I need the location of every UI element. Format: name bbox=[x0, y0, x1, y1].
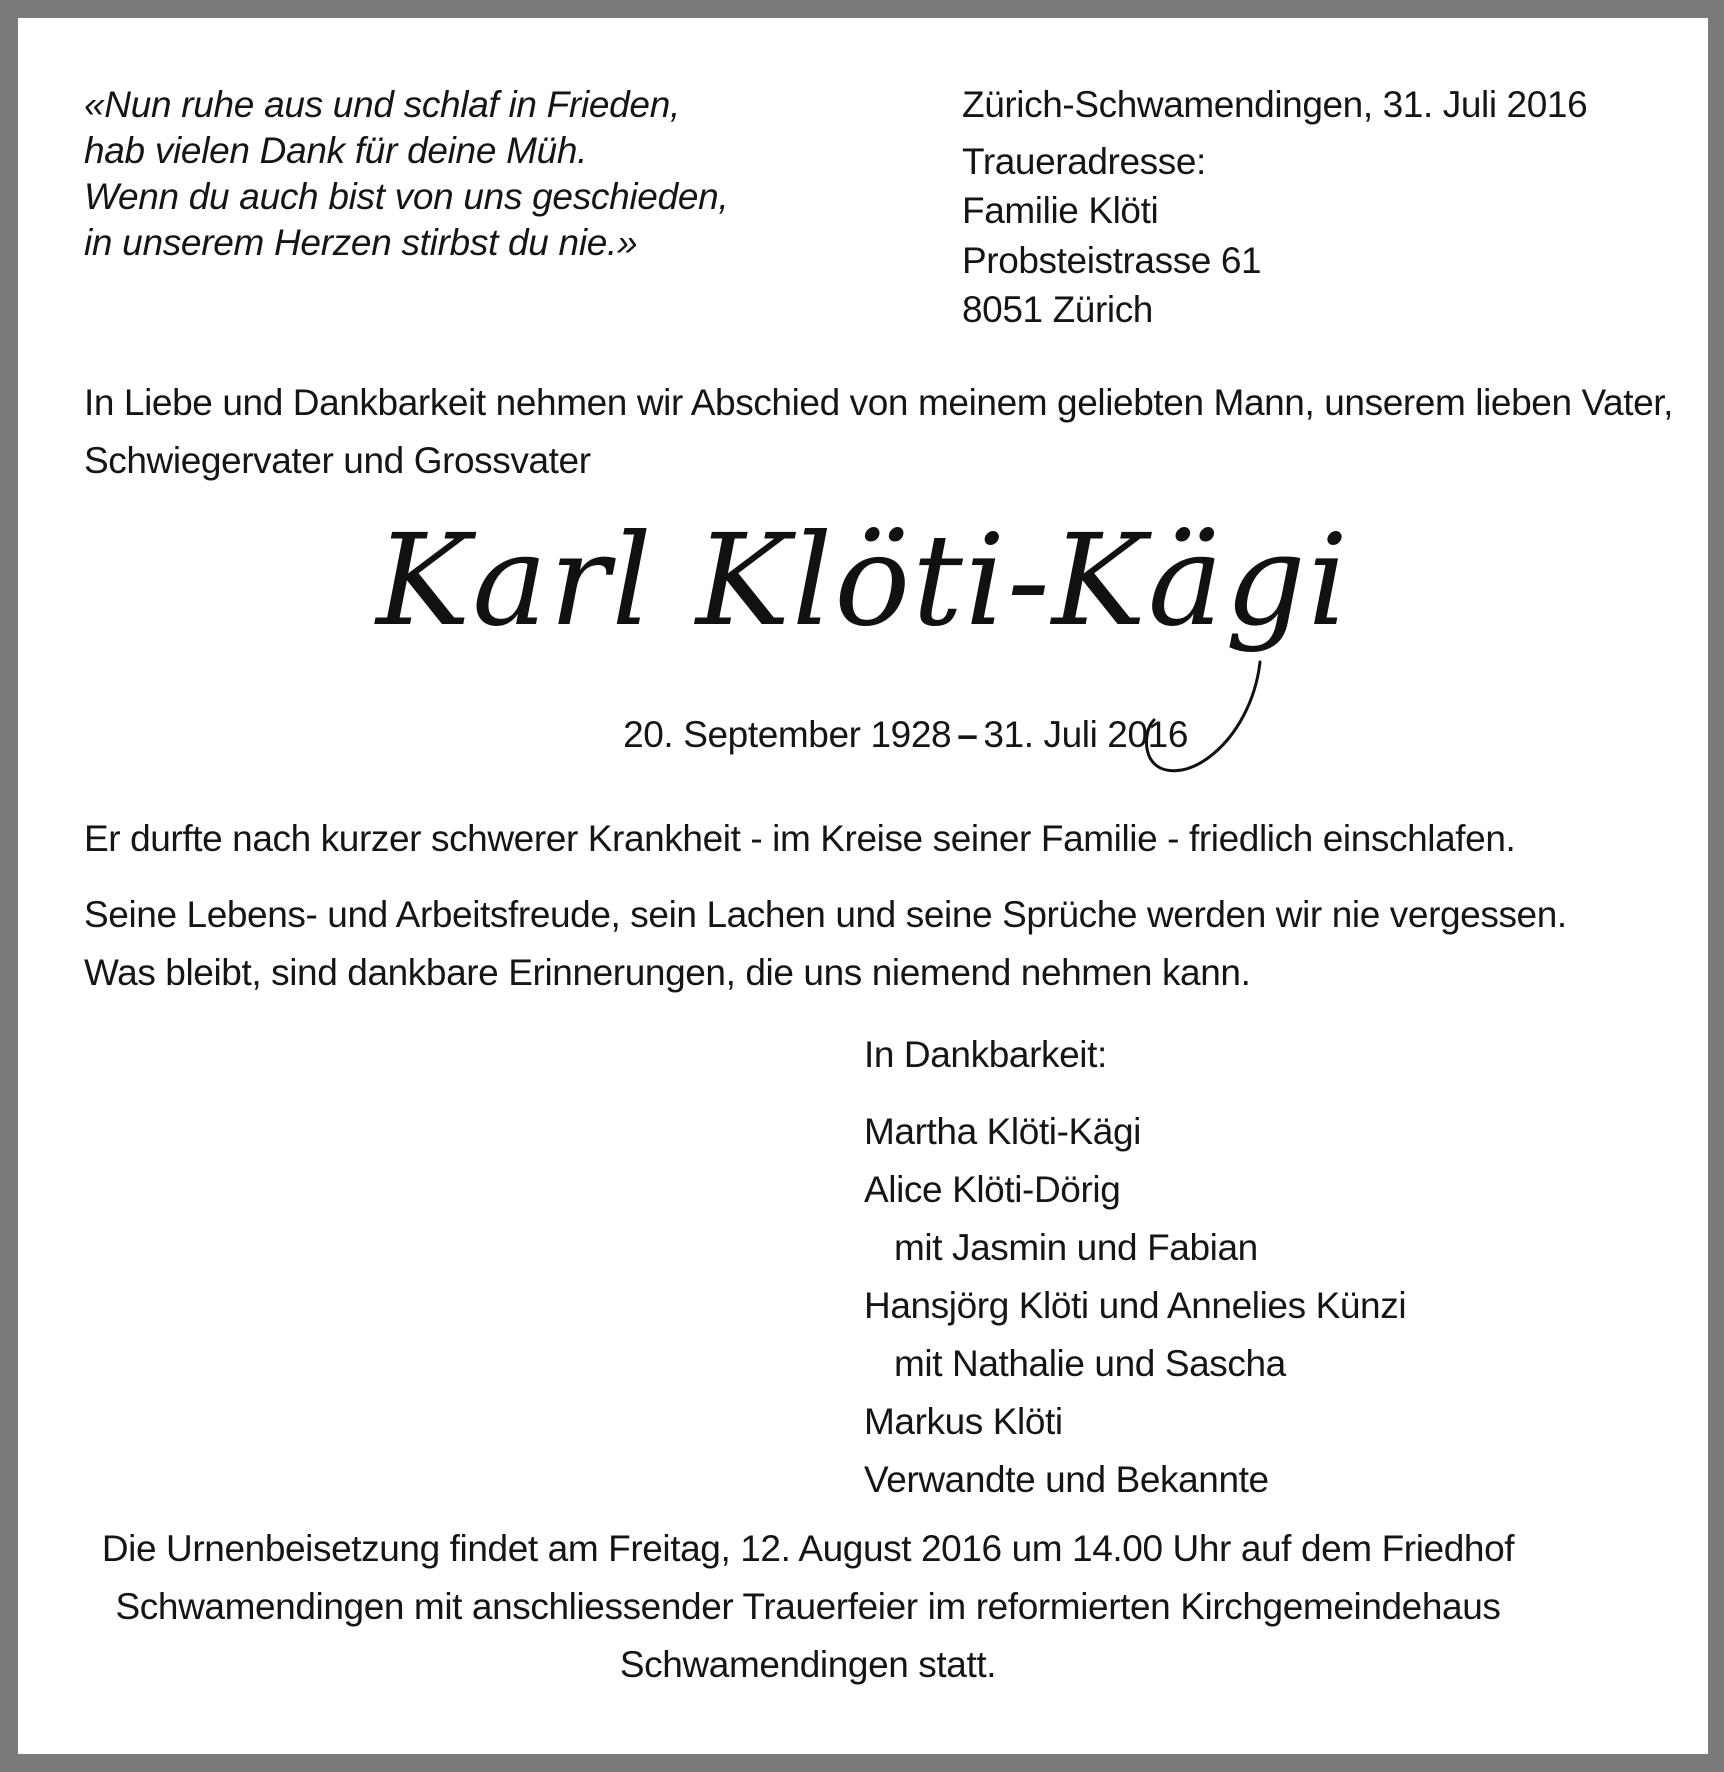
announcement-line: Schwamendingen statt. bbox=[619, 1644, 997, 1685]
mourner-name: Verwandte und Bekannte bbox=[864, 1459, 1269, 1500]
intro-line: In Liebe und Dankbarkeit nehmen wir Abschied von meinem geliebten Mann, unserem lieben Vater, bbox=[84, 382, 1674, 423]
verse-line: Wenn du auch bist von uns geschieden, bbox=[84, 176, 729, 217]
deceased-name: Karl Klöti-Kägi bbox=[376, 507, 1350, 654]
address-line: Familie Klöti bbox=[962, 190, 1159, 231]
death-date: 31. Juli 2016 bbox=[983, 714, 1188, 755]
obituary-notice bbox=[18, 18, 1708, 1754]
passing-paragraph bbox=[84, 810, 1515, 868]
announcement-line: Die Urnenbeisetzung findet am Freitag, 12. August 2016 um 14.00 Uhr auf dem Friedhof bbox=[101, 1528, 1515, 1569]
mourning-address-block bbox=[962, 80, 1587, 335]
verse-line: in unserem Herzen stirbst du nie.» bbox=[84, 222, 638, 263]
mourner-name: Hansjörg Klöti und Annelies Künzi bbox=[864, 1285, 1407, 1326]
memory-paragraph bbox=[84, 886, 1567, 1002]
announcement-line: Schwamendingen mit anschliessender Trauerfeier im reformierten Kirchgemeindehaus bbox=[115, 1586, 1501, 1627]
date-separator: – bbox=[957, 714, 978, 755]
address-line: 8051 Zürich bbox=[962, 289, 1153, 330]
mourner-name: Alice Klöti-Dörig bbox=[864, 1169, 1121, 1210]
address-label: Traueradresse: bbox=[962, 140, 1206, 182]
verse-line: «Nun ruhe aus und schlaf in Frieden, bbox=[84, 84, 680, 125]
mourner-name: Markus Klöti bbox=[864, 1401, 1063, 1442]
passing-line: Er durfte nach kurzer schwerer Krankheit - im Kreise seiner Familie - friedlich einschlafen. bbox=[84, 818, 1516, 859]
mourner-name: Martha Klöti-Kägi bbox=[864, 1111, 1141, 1152]
memory-line: Seine Lebens- und Arbeitsfreude, sein Lachen und seine Sprüche werden wir nie vergessen. bbox=[84, 894, 1567, 935]
intro-line: Schwiegervater und Grossvater bbox=[84, 440, 591, 481]
intro-paragraph bbox=[84, 374, 1674, 490]
life-dates bbox=[18, 716, 1188, 753]
memory-line: Was bleibt, sind dankbare Erinnerungen, die uns niemend nehmen kann. bbox=[84, 952, 1251, 993]
funeral-announcement bbox=[18, 1520, 1598, 1694]
verse-line: hab vielen Dank für deine Müh. bbox=[84, 130, 588, 171]
mourner-name: mit Nathalie und Sascha bbox=[894, 1343, 1286, 1384]
mourners-heading: In Dankbarkeit: bbox=[864, 1034, 1107, 1075]
place-date: Zürich-Schwamendingen, 31. Juli 2016 bbox=[962, 84, 1588, 125]
mourner-name: mit Jasmin und Fabian bbox=[894, 1227, 1258, 1268]
memorial-verse bbox=[84, 82, 728, 266]
birth-date: 20. September 1928 bbox=[623, 714, 952, 755]
address-line: Probsteistrasse 61 bbox=[962, 239, 1262, 281]
mourners-list bbox=[864, 1036, 1406, 1509]
